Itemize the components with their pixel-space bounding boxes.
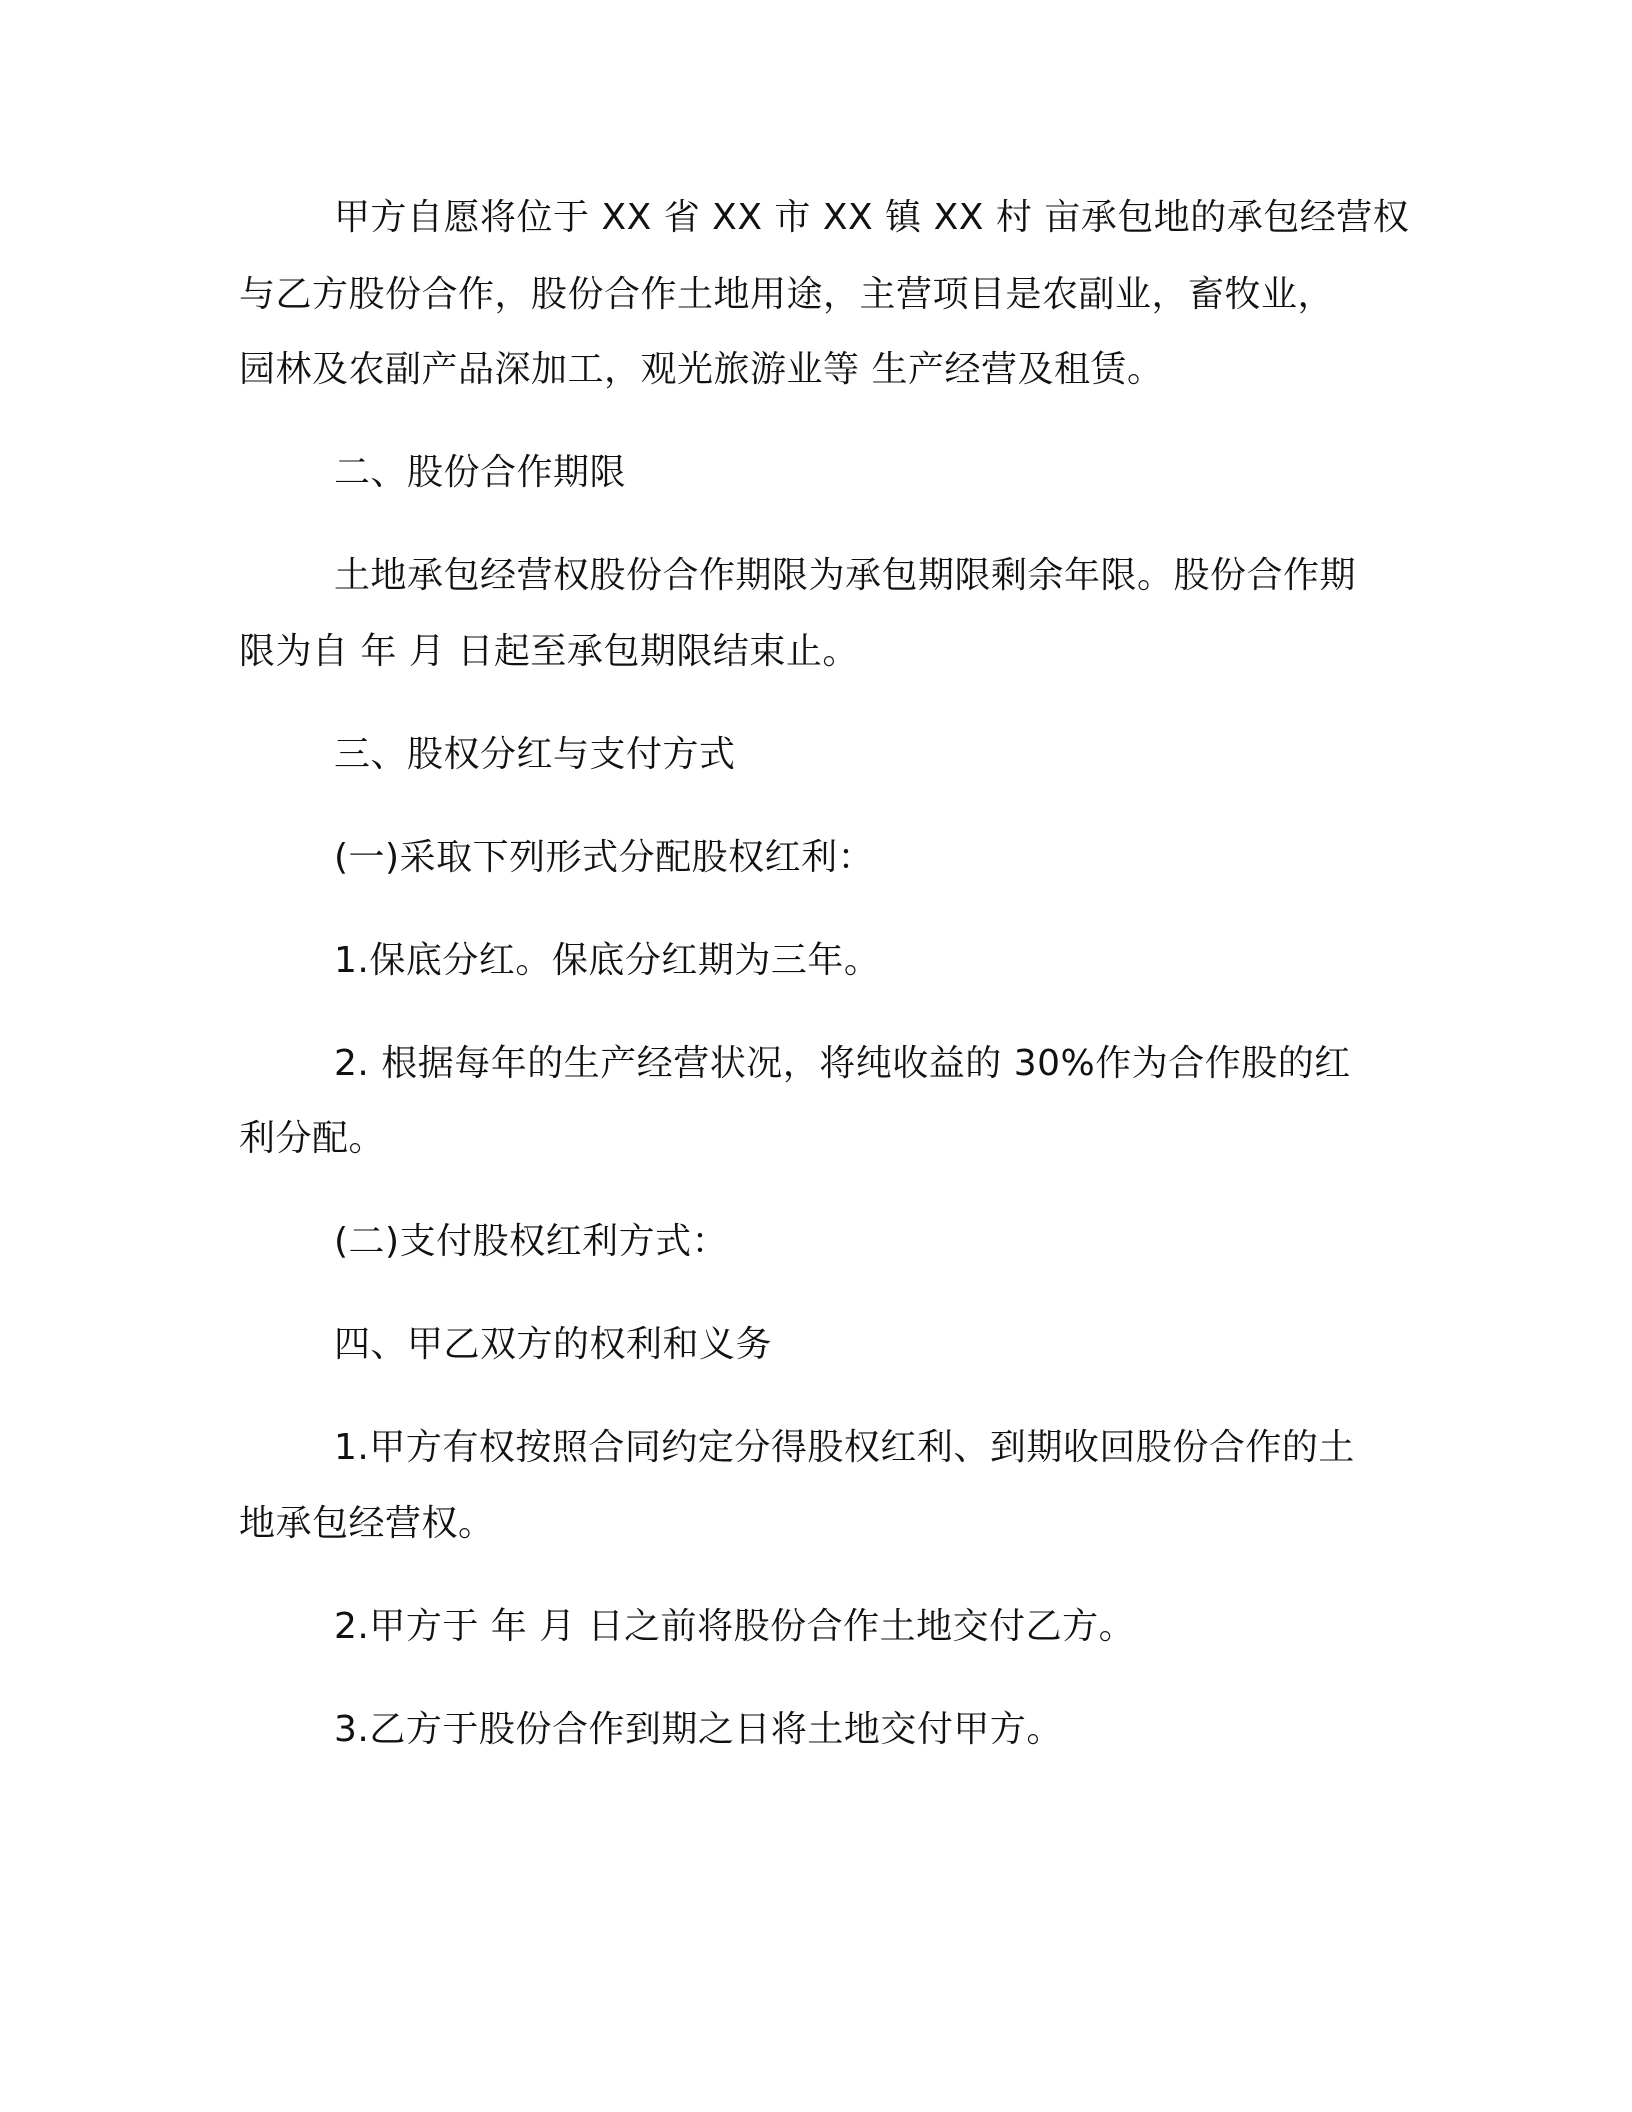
list-item: 1.甲方有权按照合同约定分得股权红利、到期收回股份合作的土 <box>334 1427 1355 1468</box>
paragraph-line: 土地承包经营权股份合作期限为承包期限剩余年限。股份合作期 <box>334 555 1357 596</box>
list-item: 2. 根据每年的生产经营状况，将纯收益的 30%作为合作股的红 <box>334 1043 1351 1084</box>
paragraph-line: 限为自 年 月 日起至承包期限结束止。 <box>239 631 859 672</box>
paragraph-line: 与乙方股份合作，股份合作土地用途，主营项目是农副业，畜牧业， <box>239 274 1335 315</box>
section-heading: 二、股份合作期限 <box>334 452 627 493</box>
list-item-continuation: 利分配。 <box>239 1118 386 1159</box>
list-item: 3.乙方于股份合作到期之日将土地交付甲方。 <box>334 1709 1063 1750</box>
list-item-continuation: 地承包经营权。 <box>239 1503 495 1544</box>
subsection-heading: (一)采取下列形式分配股权红利： <box>334 837 875 878</box>
list-item: 1.保底分红。保底分红期为三年。 <box>334 940 881 981</box>
subsection-heading: (二)支付股权红利方式： <box>334 1221 729 1262</box>
paragraph-line: 园林及农副产品深加工，观光旅游业等 生产经营及租赁。 <box>239 349 1164 390</box>
paragraph-line: 甲方自愿将位于 XX 省 XX 市 XX 镇 XX 村 亩承包地的承包经营权 <box>334 197 1410 238</box>
list-item: 2.甲方于 年 月 日之前将股份合作土地交付乙方。 <box>334 1606 1136 1647</box>
section-heading: 三、股权分红与支付方式 <box>334 734 736 775</box>
section-heading: 四、甲乙双方的权利和义务 <box>334 1324 773 1365</box>
